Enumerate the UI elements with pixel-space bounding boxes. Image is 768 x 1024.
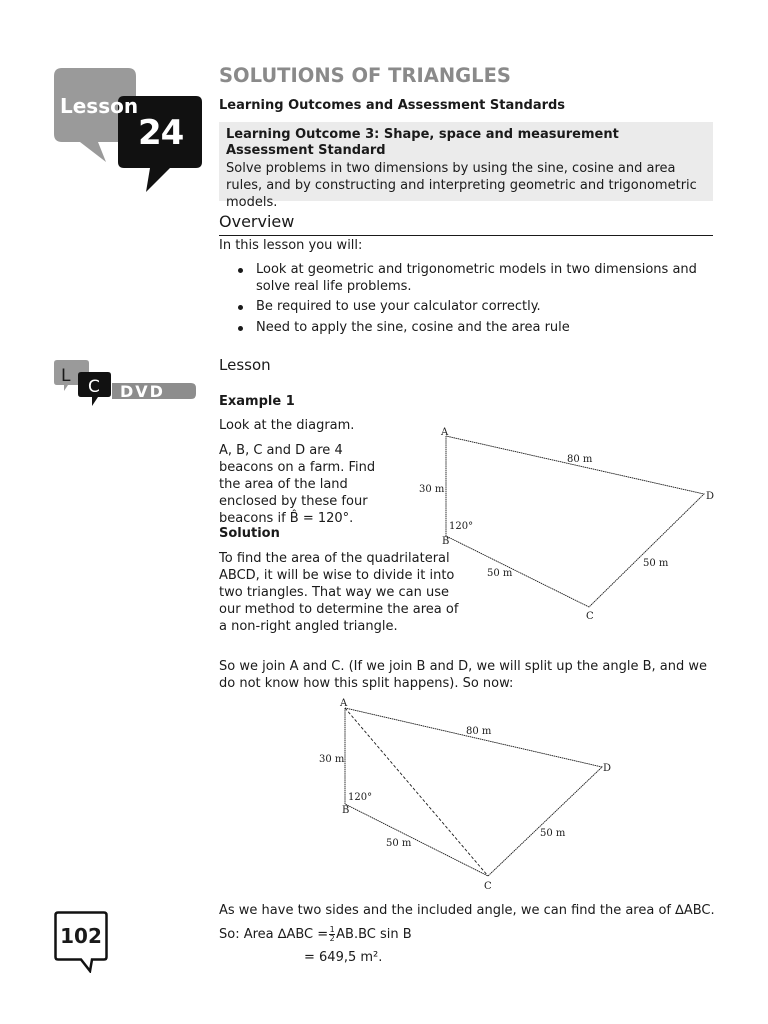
page-title: SOLUTIONS OF TRIANGLES xyxy=(219,64,511,87)
vertex-c-label: C xyxy=(586,611,594,622)
list-item: Be required to use your calculator correctly. xyxy=(238,299,708,316)
bullet-icon xyxy=(238,305,243,310)
join-text: So we join A and C. (If we join B and D, we will split up the angle B, and we do not know how this split happens). So now: xyxy=(219,659,707,691)
outcome-box xyxy=(219,122,713,210)
page-number: 102 xyxy=(60,924,102,948)
vertex-d-label: D xyxy=(603,763,612,774)
overview-heading: Overview xyxy=(219,212,295,231)
bullet-icon xyxy=(238,326,243,331)
quadrilateral-diagram-diagonal xyxy=(312,694,622,894)
one-half-fraction xyxy=(329,926,335,943)
dvd-icon xyxy=(54,358,196,408)
side-ad-label: 80 m xyxy=(466,726,492,737)
dvd-icon-l: L xyxy=(61,366,71,386)
overview-intro: In this lesson you will: xyxy=(219,238,363,253)
vertex-a-label: A xyxy=(441,427,449,438)
learning-outcome: Learning Outcome 3: Shape, space and measurement xyxy=(226,127,619,142)
problem-statement: A, B, C and D are 4 beacons on a farm. Find the area of the land enclosed by these four beacons if B̂ = 120°. xyxy=(219,443,376,526)
list-item: Need to apply the sine, cosine and the area rule xyxy=(238,320,708,337)
overview-divider xyxy=(219,235,713,236)
side-cd-label: 50 m xyxy=(643,558,669,569)
side-bc-label: 50 m xyxy=(386,838,412,849)
lesson-heading: Lesson xyxy=(219,356,271,374)
area-explanation: As we have two sides and the included angle, we can find the area of ∆ABC. xyxy=(219,903,715,918)
look-instruction: Look at the diagram. xyxy=(219,418,355,433)
side-ab-label: 30 m xyxy=(319,754,345,765)
quadrilateral-diagram xyxy=(415,424,725,624)
side-cd-label: 50 m xyxy=(540,828,566,839)
overview-bullet-list xyxy=(238,262,708,340)
vertex-a-label: A xyxy=(340,698,348,709)
lesson-number: 24 xyxy=(138,113,184,153)
bullet-icon xyxy=(238,268,243,273)
solution-text: To find the area of the quadrilateral ABCD, it will be wise to divide it into two triangles. That way we can use our method to determine the area of a non-right angled triangle. xyxy=(219,551,459,634)
assessment-standard-description: Solve problems in two dimensions by using the sine, cosine and area rules, and by constructing and interpreting geometric and trigonometric models. xyxy=(226,161,697,210)
example-heading: Example 1 xyxy=(219,394,295,409)
area-result: = 649,5 m². xyxy=(304,950,383,965)
angle-b-label: 120° xyxy=(348,792,373,803)
assessment-standard-label: Assessment Standard xyxy=(226,143,386,158)
dvd-icon-label: DVD xyxy=(120,382,165,401)
side-ab-label: 30 m xyxy=(419,484,445,495)
side-ad-label: 80 m xyxy=(567,454,593,465)
vertex-c-label: C xyxy=(484,881,492,892)
solution-heading: Solution xyxy=(219,526,280,541)
formula-prefix: So: Area ∆ABC = xyxy=(219,927,329,942)
fraction-denominator: 2 xyxy=(329,934,335,943)
side-bc-label: 50 m xyxy=(487,568,513,579)
formula-suffix: AB.BC sin B xyxy=(336,927,412,942)
list-item: Look at geometric and trigonometric models in two dimensions and solve real life problems. xyxy=(238,262,708,295)
area-formula xyxy=(219,926,412,943)
fraction-numerator: 1 xyxy=(329,925,335,934)
lesson-label: Lesson xyxy=(60,94,139,118)
angle-b-label: 120° xyxy=(449,521,474,532)
outcomes-heading: Learning Outcomes and Assessment Standards xyxy=(219,98,566,113)
vertex-b-label: B xyxy=(342,805,350,816)
vertex-d-label: D xyxy=(706,491,715,502)
vertex-b-label: B xyxy=(442,536,450,547)
dvd-icon-c: C xyxy=(88,377,100,397)
